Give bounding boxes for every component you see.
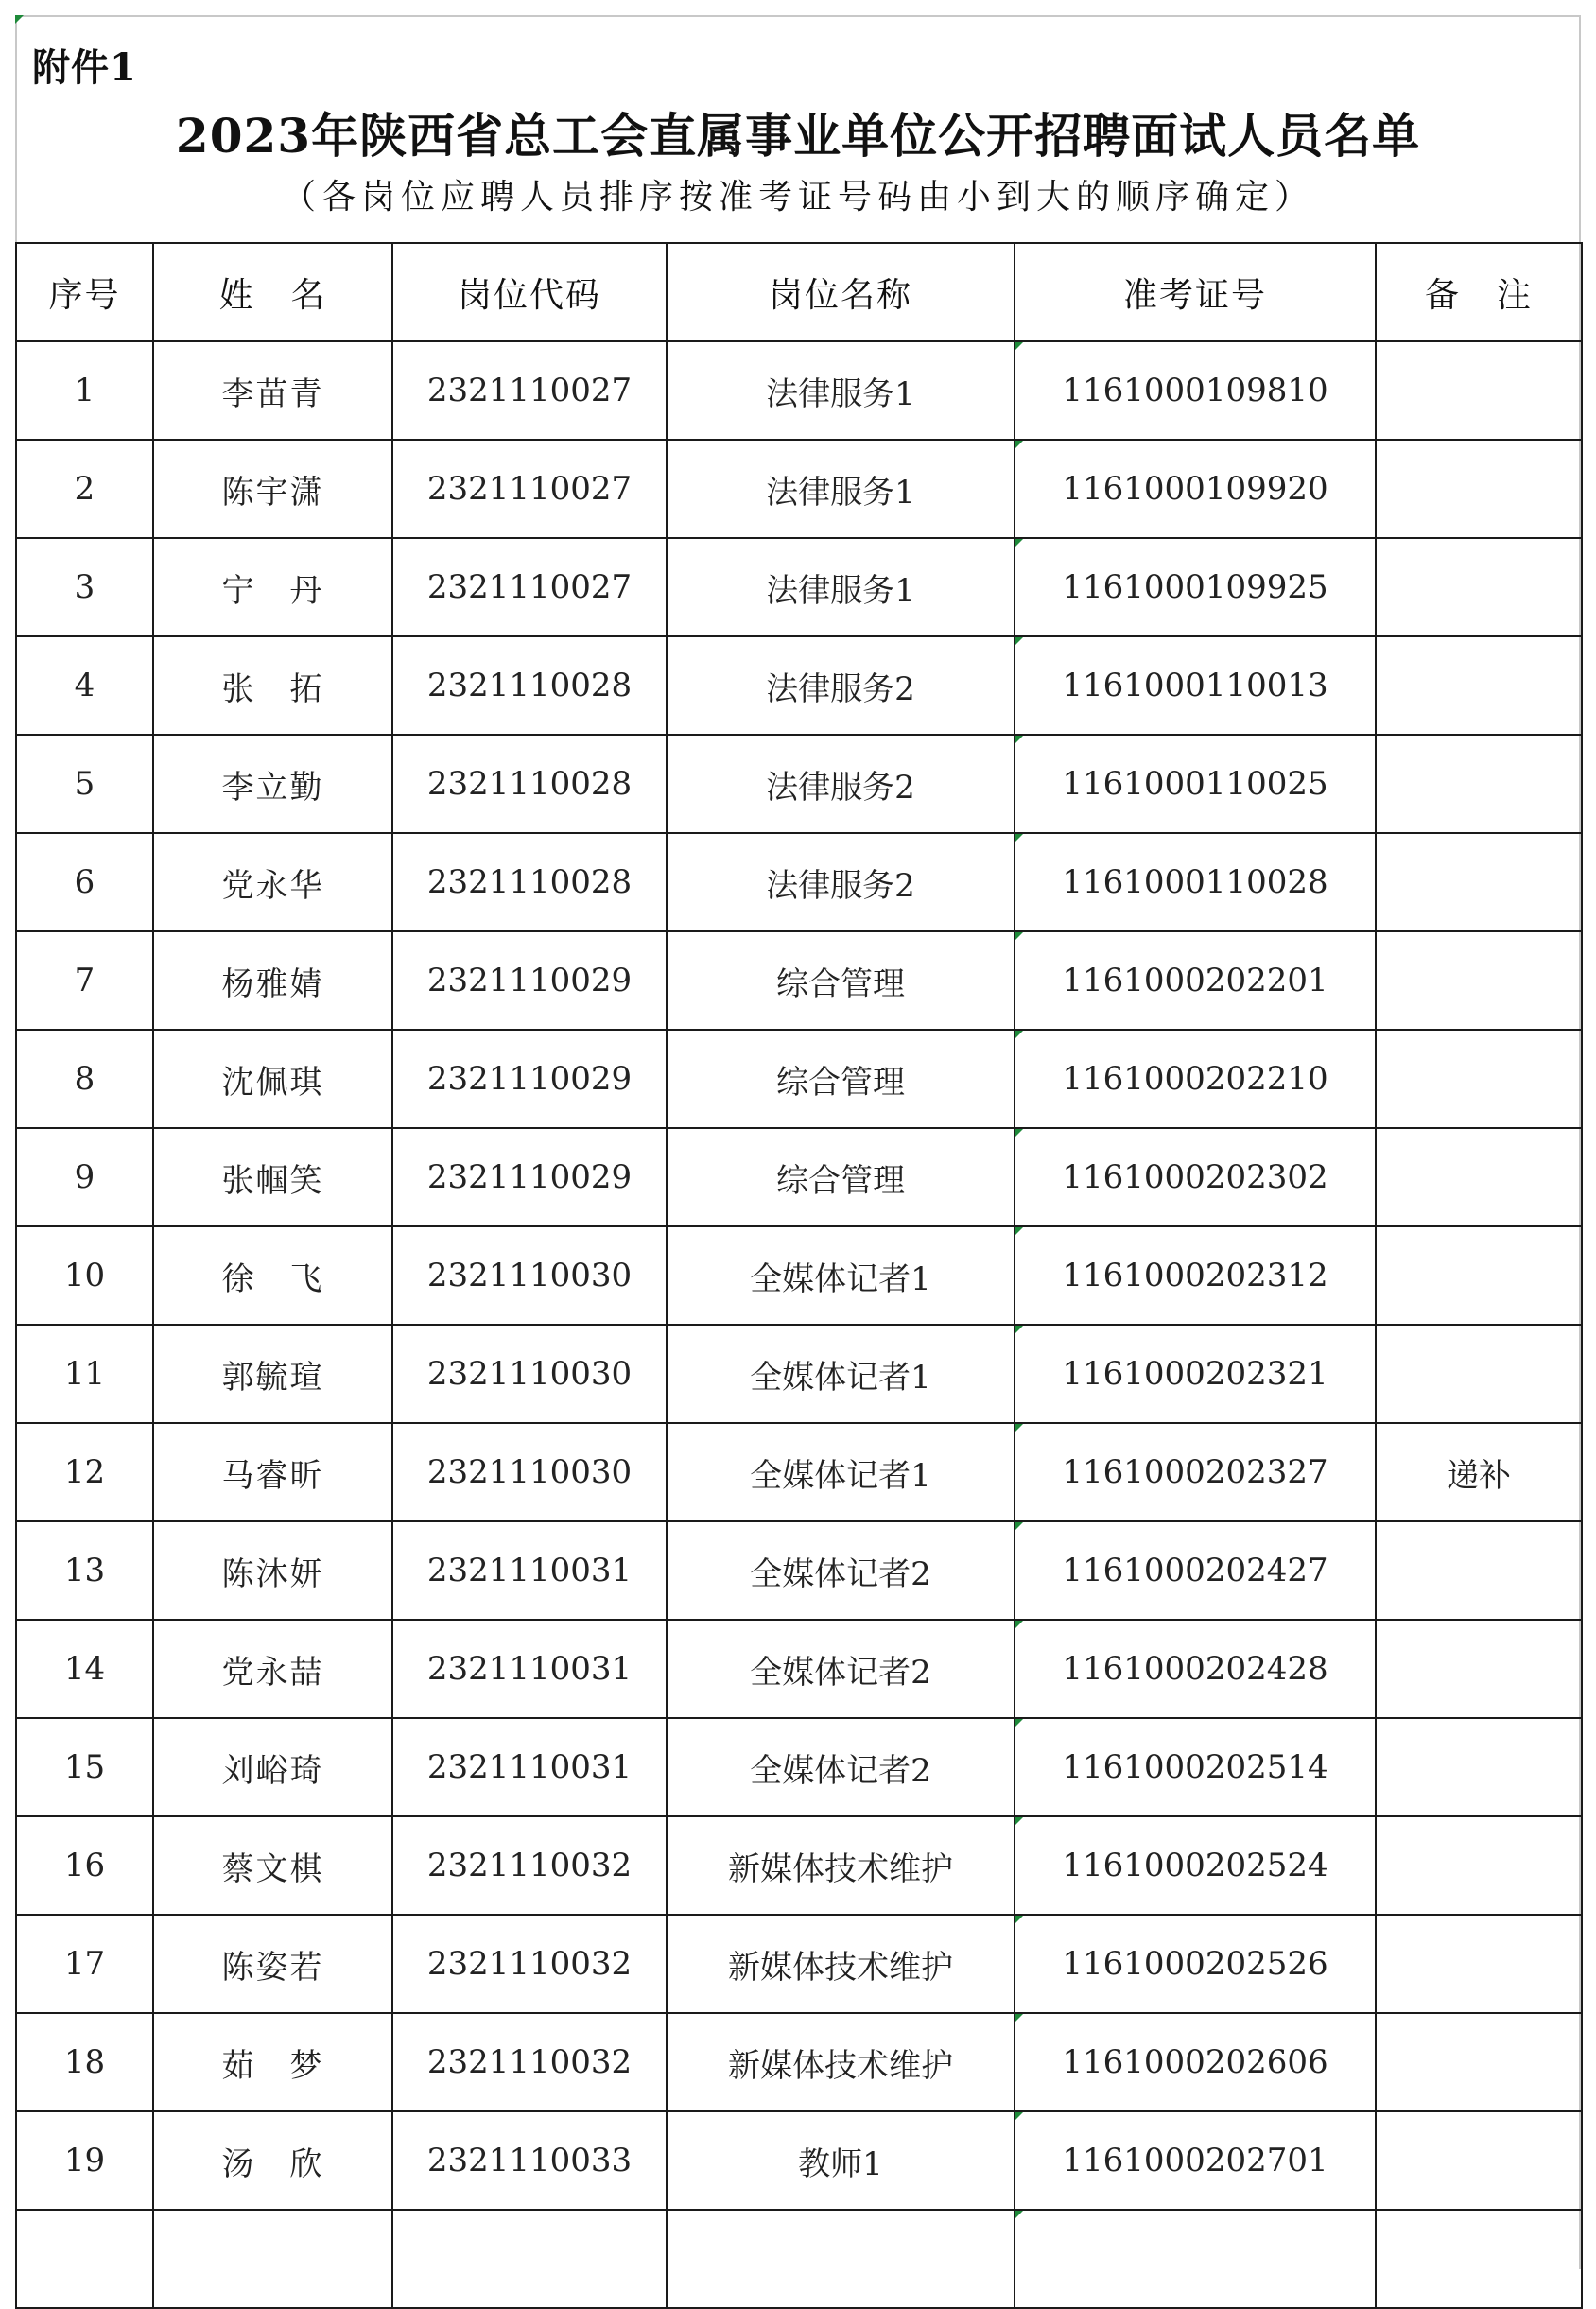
cell-remarks bbox=[1376, 1325, 1582, 1423]
cell-post-name: 教师1 bbox=[667, 2111, 1015, 2210]
cell-ticket-number: 1161000110028 bbox=[1015, 833, 1376, 931]
cell-remarks bbox=[1376, 1226, 1582, 1325]
cell-post-code: 2321110029 bbox=[392, 1030, 667, 1128]
cell-ticket-number: 1161000109810 bbox=[1015, 341, 1376, 440]
cell-remarks bbox=[1376, 2210, 1582, 2308]
cell-name: 李立勤 bbox=[153, 735, 392, 833]
cell-name: 蔡文棋 bbox=[153, 1816, 392, 1915]
cell-name bbox=[153, 2210, 392, 2308]
cell-ticket-number bbox=[1015, 2210, 1376, 2308]
cell-post-name: 法律服务1 bbox=[667, 341, 1015, 440]
cell-serial-number: 4 bbox=[16, 636, 153, 735]
table-row bbox=[16, 1521, 1582, 1620]
cell-remarks bbox=[1376, 1030, 1582, 1128]
cell-post-name: 全媒体记者1 bbox=[667, 1226, 1015, 1325]
cell-post-name: 新媒体技术维护 bbox=[667, 1915, 1015, 2013]
table-row bbox=[16, 2111, 1582, 2210]
cell-name: 陈沐妍 bbox=[153, 1521, 392, 1620]
cell-ticket-number: 1161000110013 bbox=[1015, 636, 1376, 735]
cell-post-name: 全媒体记者2 bbox=[667, 1521, 1015, 1620]
cell-post-name: 法律服务1 bbox=[667, 440, 1015, 538]
cell-post-name: 新媒体技术维护 bbox=[667, 1816, 1015, 1915]
cell-name: 宁 丹 bbox=[153, 538, 392, 636]
cell-post-code: 2321110031 bbox=[392, 1521, 667, 1620]
cell-ticket-number: 1161000202606 bbox=[1015, 2013, 1376, 2111]
cell-remarks bbox=[1376, 2111, 1582, 2210]
cell-post-name: 全媒体记者1 bbox=[667, 1423, 1015, 1521]
cell-ticket-number: 1161000202428 bbox=[1015, 1620, 1376, 1718]
cell-serial-number: 17 bbox=[16, 1915, 153, 2013]
cell-post-code: 2321110027 bbox=[392, 341, 667, 440]
cell-name: 刘峪琦 bbox=[153, 1718, 392, 1816]
table-row bbox=[16, 1226, 1582, 1325]
header-serial-number: 序号 bbox=[16, 243, 153, 341]
cell-post-code: 2321110030 bbox=[392, 1423, 667, 1521]
cell-post-name: 综合管理 bbox=[667, 1030, 1015, 1128]
cell-name: 陈宇潇 bbox=[153, 440, 392, 538]
cell-post-name: 法律服务2 bbox=[667, 636, 1015, 735]
cell-ticket-number: 1161000202302 bbox=[1015, 1128, 1376, 1226]
cell-post-code: 2321110029 bbox=[392, 931, 667, 1030]
cell-ticket-number: 1161000202201 bbox=[1015, 931, 1376, 1030]
cell-post-name: 综合管理 bbox=[667, 1128, 1015, 1226]
cell-marker-icon bbox=[15, 15, 24, 24]
cell-remarks bbox=[1376, 2013, 1582, 2111]
cell-serial-number: 15 bbox=[16, 1718, 153, 1816]
cell-name: 汤 欣 bbox=[153, 2111, 392, 2210]
table-row bbox=[16, 341, 1582, 440]
cell-serial-number: 2 bbox=[16, 440, 153, 538]
cell-remarks bbox=[1376, 735, 1582, 833]
table-body bbox=[16, 341, 1582, 2308]
cell-serial-number: 10 bbox=[16, 1226, 153, 1325]
cell-post-code: 2321110028 bbox=[392, 735, 667, 833]
cell-ticket-number: 1161000202701 bbox=[1015, 2111, 1376, 2210]
cell-serial-number: 14 bbox=[16, 1620, 153, 1718]
table-row bbox=[16, 1620, 1582, 1718]
cell-ticket-number: 1161000202524 bbox=[1015, 1816, 1376, 1915]
cell-post-code: 2321110029 bbox=[392, 1128, 667, 1226]
interview-roster-table bbox=[15, 242, 1583, 2309]
cell-post-code: 2321110032 bbox=[392, 2013, 667, 2111]
cell-post-code: 2321110027 bbox=[392, 440, 667, 538]
cell-name: 李苗青 bbox=[153, 341, 392, 440]
header-remarks: 备 注 bbox=[1376, 243, 1582, 341]
attachment-label: 附件1 bbox=[32, 45, 137, 90]
cell-post-code: 2321110027 bbox=[392, 538, 667, 636]
cell-post-code bbox=[392, 2210, 667, 2308]
cell-post-name: 全媒体记者1 bbox=[667, 1325, 1015, 1423]
cell-name: 杨雅婧 bbox=[153, 931, 392, 1030]
cell-post-name bbox=[667, 2210, 1015, 2308]
cell-ticket-number: 1161000202210 bbox=[1015, 1030, 1376, 1128]
cell-post-name: 全媒体记者2 bbox=[667, 1620, 1015, 1718]
cell-post-name: 全媒体记者2 bbox=[667, 1718, 1015, 1816]
cell-name: 党永喆 bbox=[153, 1620, 392, 1718]
table-row bbox=[16, 931, 1582, 1030]
cell-post-name: 法律服务1 bbox=[667, 538, 1015, 636]
cell-ticket-number: 1161000202427 bbox=[1015, 1521, 1376, 1620]
cell-remarks bbox=[1376, 1620, 1582, 1718]
cell-remarks bbox=[1376, 1521, 1582, 1620]
header-name: 姓 名 bbox=[153, 243, 392, 341]
header-ticket-number: 准考证号 bbox=[1015, 243, 1376, 341]
cell-ticket-number: 1161000110025 bbox=[1015, 735, 1376, 833]
cell-remarks: 递补 bbox=[1376, 1423, 1582, 1521]
cell-post-code: 2321110033 bbox=[392, 2111, 667, 2210]
cell-serial-number: 12 bbox=[16, 1423, 153, 1521]
cell-serial-number: 13 bbox=[16, 1521, 153, 1620]
cell-post-code: 2321110028 bbox=[392, 636, 667, 735]
cell-post-code: 2321110031 bbox=[392, 1718, 667, 1816]
cell-serial-number: 6 bbox=[16, 833, 153, 931]
cell-serial-number: 11 bbox=[16, 1325, 153, 1423]
cell-remarks bbox=[1376, 440, 1582, 538]
cell-ticket-number: 1161000202526 bbox=[1015, 1915, 1376, 2013]
cell-remarks bbox=[1376, 636, 1582, 735]
cell-remarks bbox=[1376, 1915, 1582, 2013]
table-row bbox=[16, 636, 1582, 735]
cell-post-code: 2321110031 bbox=[392, 1620, 667, 1718]
cell-remarks bbox=[1376, 1128, 1582, 1226]
table-row bbox=[16, 440, 1582, 538]
table-row bbox=[16, 1325, 1582, 1423]
header-post-code: 岗位代码 bbox=[392, 243, 667, 341]
cell-post-code: 2321110030 bbox=[392, 1226, 667, 1325]
document-title: 2023年陕西省总工会直属事业单位公开招聘面试人员名单 bbox=[175, 108, 1421, 164]
cell-serial-number: 8 bbox=[16, 1030, 153, 1128]
cell-name: 张 拓 bbox=[153, 636, 392, 735]
cell-name: 沈佩琪 bbox=[153, 1030, 392, 1128]
cell-post-code: 2321110030 bbox=[392, 1325, 667, 1423]
cell-remarks bbox=[1376, 538, 1582, 636]
cell-remarks bbox=[1376, 341, 1582, 440]
cell-ticket-number: 1161000202514 bbox=[1015, 1718, 1376, 1816]
table-row bbox=[16, 2210, 1582, 2308]
cell-name: 张帼笑 bbox=[153, 1128, 392, 1226]
table-row bbox=[16, 538, 1582, 636]
cell-name: 徐 飞 bbox=[153, 1226, 392, 1325]
table-row bbox=[16, 1423, 1582, 1521]
table-row bbox=[16, 2013, 1582, 2111]
table-row bbox=[16, 735, 1582, 833]
cell-post-code: 2321110028 bbox=[392, 833, 667, 931]
cell-serial-number: 1 bbox=[16, 341, 153, 440]
table-row bbox=[16, 1915, 1582, 2013]
cell-remarks bbox=[1376, 833, 1582, 931]
cell-post-name: 新媒体技术维护 bbox=[667, 2013, 1015, 2111]
cell-serial-number: 16 bbox=[16, 1816, 153, 1915]
cell-post-name: 综合管理 bbox=[667, 931, 1015, 1030]
cell-serial-number bbox=[16, 2210, 153, 2308]
cell-post-name: 法律服务2 bbox=[667, 833, 1015, 931]
table-row bbox=[16, 833, 1582, 931]
cell-name: 陈姿若 bbox=[153, 1915, 392, 2013]
cell-serial-number: 5 bbox=[16, 735, 153, 833]
table-row bbox=[16, 1816, 1582, 1915]
cell-ticket-number: 1161000109920 bbox=[1015, 440, 1376, 538]
cell-ticket-number: 1161000202312 bbox=[1015, 1226, 1376, 1325]
cell-name: 党永华 bbox=[153, 833, 392, 931]
table-header-row bbox=[16, 243, 1582, 341]
cell-name: 茹 梦 bbox=[153, 2013, 392, 2111]
document-subtitle: （各岗位应聘人员排序按准考证号码由小到大的顺序确定） bbox=[281, 178, 1314, 217]
cell-serial-number: 9 bbox=[16, 1128, 153, 1226]
cell-ticket-number: 1161000109925 bbox=[1015, 538, 1376, 636]
table-row bbox=[16, 1718, 1582, 1816]
cell-serial-number: 18 bbox=[16, 2013, 153, 2111]
cell-post-code: 2321110032 bbox=[392, 1816, 667, 1915]
cell-remarks bbox=[1376, 1816, 1582, 1915]
header-post-name: 岗位名称 bbox=[667, 243, 1015, 341]
cell-post-name: 法律服务2 bbox=[667, 735, 1015, 833]
cell-name: 郭毓瑄 bbox=[153, 1325, 392, 1423]
cell-remarks bbox=[1376, 931, 1582, 1030]
cell-remarks bbox=[1376, 1718, 1582, 1816]
cell-serial-number: 19 bbox=[16, 2111, 153, 2210]
cell-serial-number: 7 bbox=[16, 931, 153, 1030]
cell-serial-number: 3 bbox=[16, 538, 153, 636]
cell-ticket-number: 1161000202327 bbox=[1015, 1423, 1376, 1521]
table-row bbox=[16, 1128, 1582, 1226]
cell-ticket-number: 1161000202321 bbox=[1015, 1325, 1376, 1423]
cell-name: 马睿昕 bbox=[153, 1423, 392, 1521]
cell-post-code: 2321110032 bbox=[392, 1915, 667, 2013]
table-row bbox=[16, 1030, 1582, 1128]
